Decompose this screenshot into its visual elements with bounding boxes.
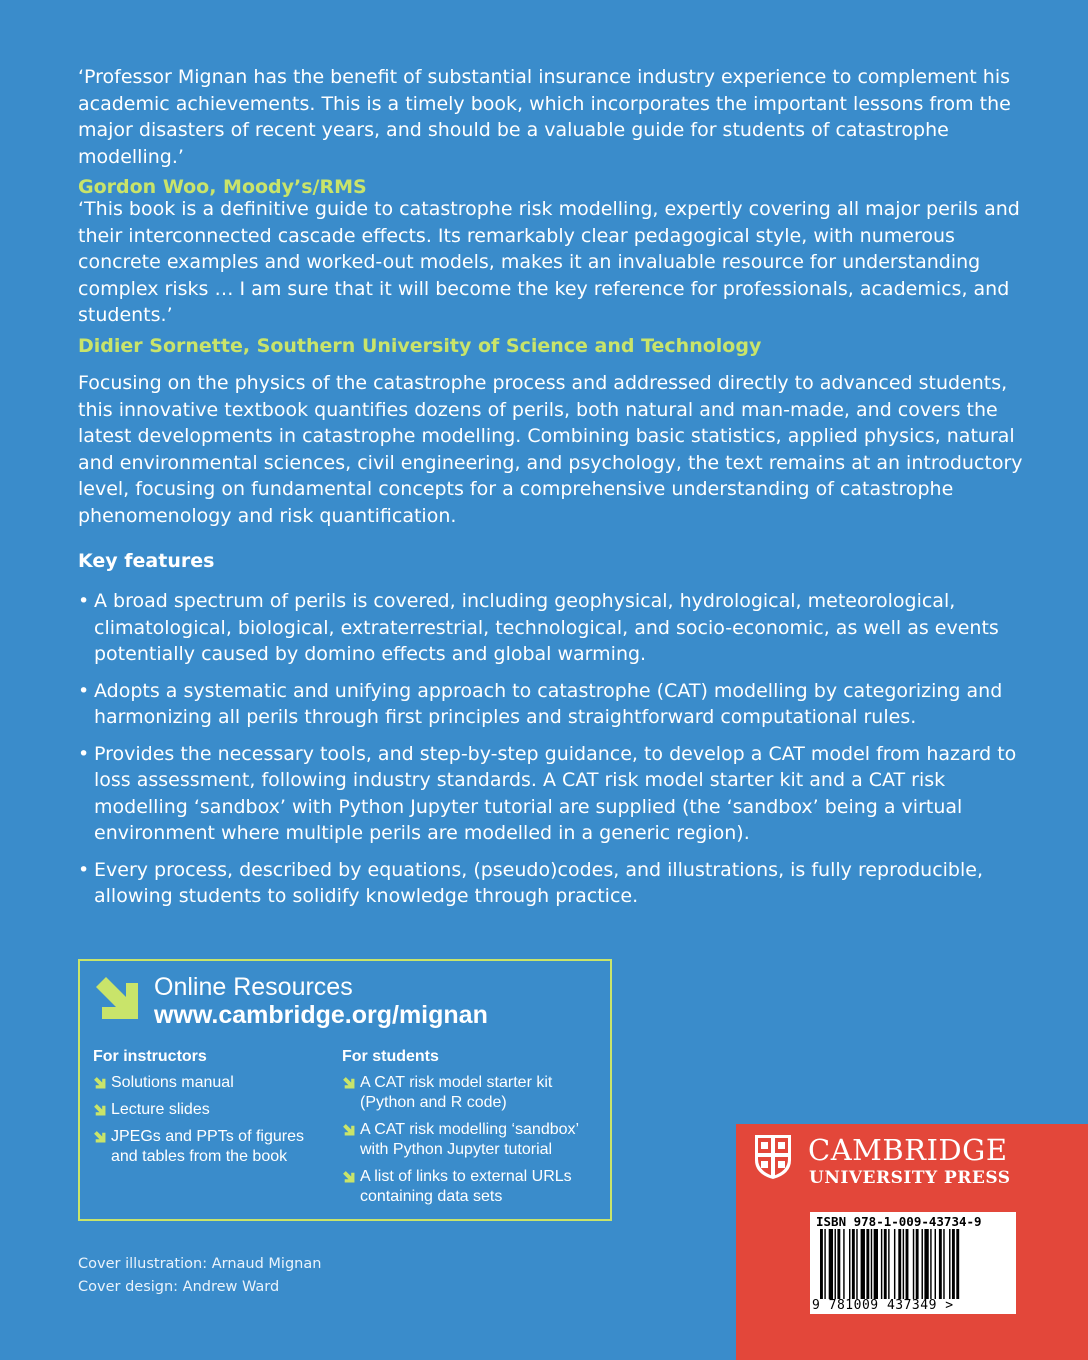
instructors-column [93,1047,323,1174]
design-credit: Cover design: Andrew Ward [78,1279,280,1295]
bullet: • [78,858,90,881]
bullet: • [78,679,90,702]
bullet: • [78,590,90,612]
arrow-down-right-icon [342,1076,355,1089]
barcode-digits: 9 781009 437349 > [812,1298,954,1313]
key-features-list [78,588,1028,920]
quote-text: ‘Professor Mignan has the benefit of substantial insurance industry experience to complement his academic achievements. This is a timely book, which incorporates the important lessons from the major disasters of recent years, and should be a valuable guide for students of catastrophe modelling.’ [78,66,1011,168]
arrow-down-right-icon [92,973,140,1021]
feature-item: • Provides the necessary tools, and step-by-step guidance, to develop a CAT model from hazard to loss assessment, following industry standards. A CAT risk model starter kit and a CAT risk modelling ‘sandbox’ with Python Jupyter tutorial are supplied (the ‘sandbox’ being a virtual environment where multiple perils are modelled in a generic region). [78,742,1017,844]
book-description: Focusing on the physics of the catastrophe process and addressed directly to advanced students, this innovative textbook quantifies dozens of perils, both natural and man-made, and covers the latest developments in catastrophe modelling. Combining basic statistics, applied physics, natural and environmental sciences, civil engineering, and psychology, the text remains at an introductory level, focusing on fundamental concepts for a comprehensive understanding of catastrophe phenomenology and risk quantification. [78,372,1023,527]
resource-item: A CAT risk model starter kit (Python and R code) [342,1073,607,1113]
bullet: • [78,742,90,765]
online-resources-box [78,959,612,1221]
students-column [342,1047,607,1214]
key-features-heading: Key features [78,550,215,572]
online-resources-title: Online Resources [154,973,353,1001]
arrow-down-right-icon [93,1076,106,1089]
resource-item: Solutions manual [93,1073,323,1093]
quote-woo [78,64,1028,201]
quote-sornette [78,196,1028,359]
publisher-panel [736,1124,1088,1360]
feature-item: • A broad spectrum of perils is covered, including geophysical, hydrological, meteorological, climatological, biological, extraterrestrial, technological, and socio-economic, as well as events potentially caused by domino effects and global warming. [78,590,999,665]
instructors-heading: For instructors [93,1048,207,1065]
resource-item: Lecture slides [93,1100,323,1120]
isbn-label: ISBN 978-1-009-43734-9 [816,1214,982,1229]
quote-attribution: Gordon Woo, Moody’s/RMS [78,176,367,198]
cover-credits [78,1253,321,1299]
arrow-down-right-icon [93,1130,106,1143]
feature-item: • Adopts a systematic and unifying approach to catastrophe (CAT) modelling by categorizing and harmonizing all perils through first principles and straightforward computational rules. [78,679,1003,728]
quote-attribution: Didier Sornette, Southern University of Science and Technology [78,334,762,357]
arrow-down-right-icon [342,1170,355,1183]
barcode-icon [818,1229,1008,1299]
publisher-subtitle: UNIVERSITY PRESS [809,1168,1011,1188]
publisher-name: CAMBRIDGE [808,1133,1008,1167]
students-heading: For students [342,1048,439,1065]
resource-item: A list of links to external URLs containing data sets [342,1167,607,1207]
cambridge-crest-icon [754,1134,792,1180]
arrow-down-right-icon [93,1103,106,1116]
online-resources-url[interactable]: www.cambridge.org/mignan [154,1001,488,1029]
feature-item: • Every process, described by equations, (pseudo)codes, and illustrations, is fully reproducible, allowing students to solidify knowledge through practice. [78,858,984,907]
resource-item: JPEGs and PPTs of figures and tables from the book [93,1127,323,1167]
illustration-credit: Cover illustration: Arnaud Mignan [78,1256,322,1272]
arrow-down-right-icon [342,1123,355,1136]
quote-text: ‘This book is a definitive guide to catastrophe risk modelling, expertly covering all major perils and their interconnected cascade effects. Its remarkably clear pedagogical style, with numerous concrete examples and worked-out models, makes it an invaluable resource for understanding complex risks … I am sure that it will become the key reference for professionals, academics, and students.’ [78,198,1020,326]
isbn-barcode [810,1212,1016,1314]
resource-item: A CAT risk modelling ‘sandbox’ with Python Jupyter tutorial [342,1120,607,1160]
